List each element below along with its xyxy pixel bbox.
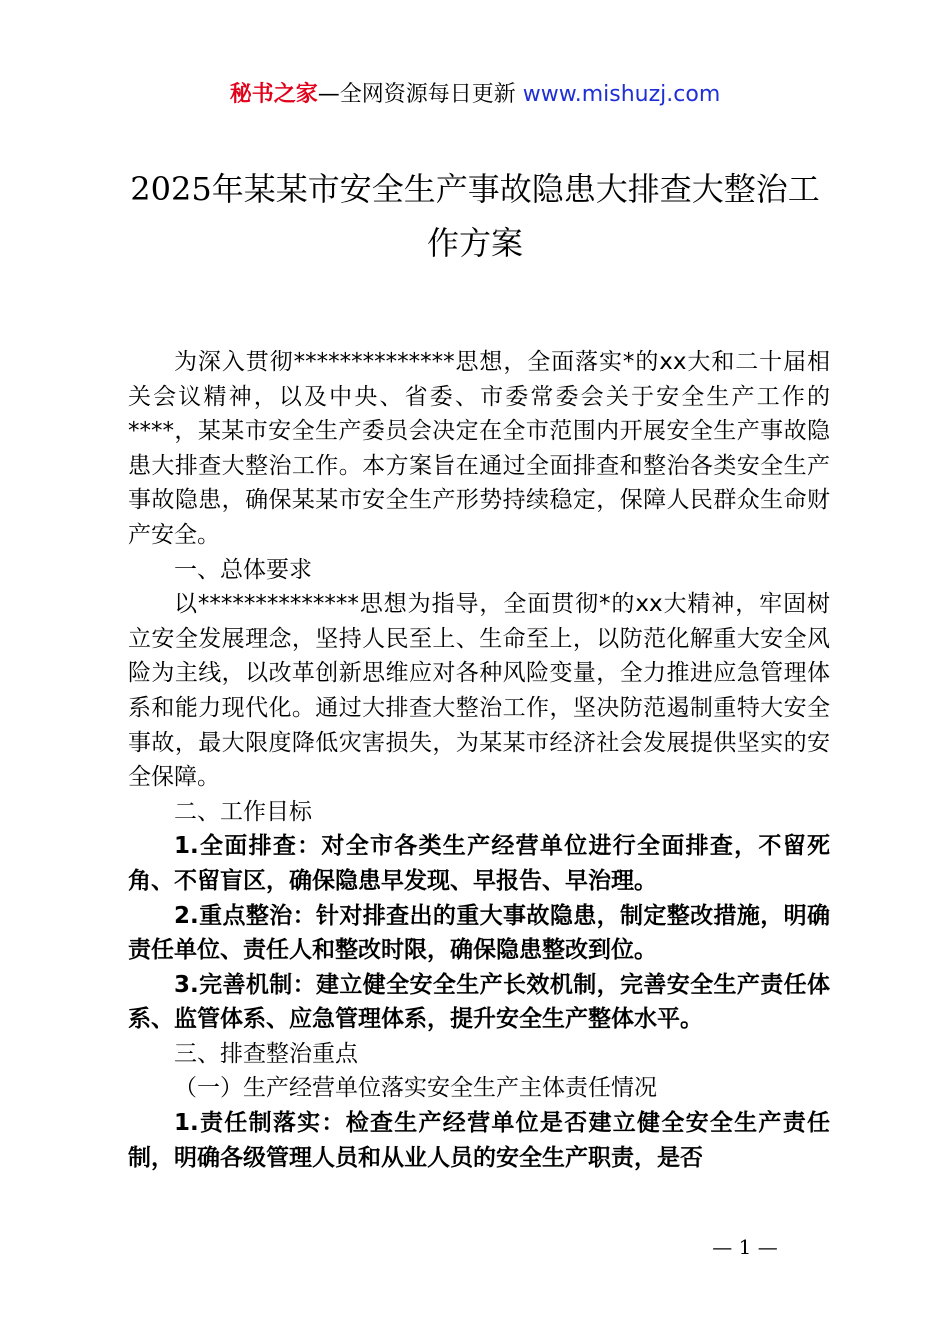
section-heading-inspection-focus: 三、排查整治重点 <box>174 1040 358 1067</box>
goal-item-improve-mechanism: 3.完善机制：建立健全安全生产长效机制，完善安全生产责任体系、监管体系、应急管理体系，提升安全生产整体水平。 <box>128 971 830 1033</box>
page-number: — 1 — <box>712 1235 778 1259</box>
section-heading-general-requirements: 一、总体要求 <box>174 556 312 583</box>
header-tagline: —全网资源每日更新 <box>317 82 523 107</box>
document-body <box>128 345 830 1175</box>
document-title: 2025年某某市安全生产事故隐患大排查大整治工作方案 <box>130 170 820 262</box>
general-requirements-paragraph: 以**************思想为指导，全面贯彻*的xx大精神，牢固树立安全发展理念，坚持人民至上、生命至上，以防范化解重大安全风险为主线，以改革创新思维应对各种风险变量，全力推进应急管理体系和能力现代化。通过大排查大整治工作，坚决防范遏制重特大安全事故，最大限度降低灾害损失，为某某市经济社会发展提供坚实的安全保障。 <box>128 591 830 791</box>
site-url-link[interactable]: www.mishuzj.com <box>522 82 721 107</box>
brand-name: 秘书之家 <box>229 82 318 107</box>
intro-paragraph: 为深入贯彻**************思想，全面落实*的xx大和二十届相关会议精神，以及中央、省委、市委常委会关于安全生产工作的****，某某市安全生产委员会决定在全市范围内开展安全生产事故隐患大排查大整治工作。本方案旨在通过全面排查和整治各类安全生产事故隐患，确保某某市安全生产形势持续稳定，保障人民群众生命财产安全。 <box>128 349 830 548</box>
goal-item-key-rectification: 2.重点整治：针对排查出的重大事故隐患，制定整改措施，明确责任单位、责任人和整改时限，确保隐患整改到位。 <box>128 902 830 964</box>
goal-item-comprehensive-inspection: 1.全面排查：对全市各类生产经营单位进行全面排查，不留死角、不留盲区，确保隐患早发现、早报告、早治理。 <box>128 833 830 894</box>
subsection-heading-main-responsibility: （一）生产经营单位落实安全生产主体责任情况 <box>174 1075 657 1102</box>
site-header <box>0 80 950 110</box>
focus-item-responsibility-system: 1.责任制落实：检查生产经营单位是否建立健全安全生产责任制，明确各级管理人员和从业人员的安全生产职责，是否 <box>128 1110 830 1171</box>
section-heading-work-goals: 二、工作目标 <box>174 798 312 825</box>
